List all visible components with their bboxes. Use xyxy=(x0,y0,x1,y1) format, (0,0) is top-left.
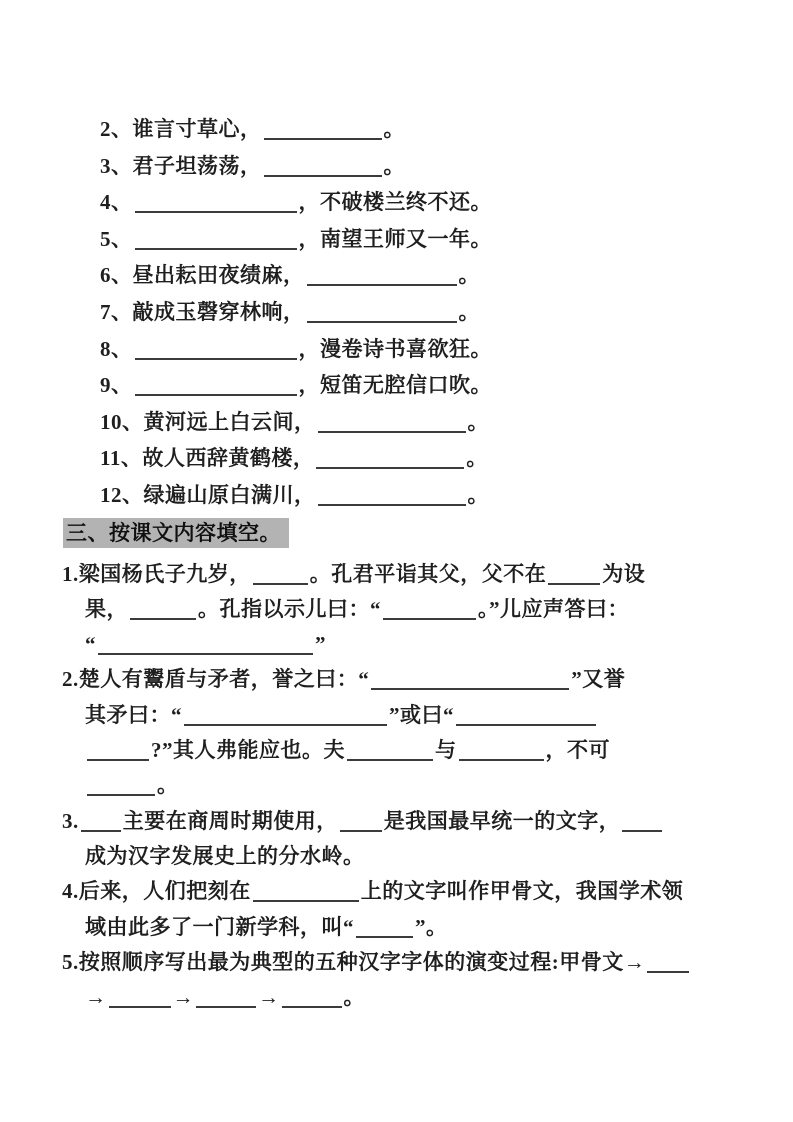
fill-in-blank[interactable] xyxy=(135,196,297,213)
fill-in-blank[interactable] xyxy=(340,815,382,832)
text-run: 1.梁国杨氏子九岁， xyxy=(62,561,251,586)
text-run: 。 xyxy=(466,446,488,471)
text-run: → xyxy=(258,985,280,1010)
text-run: 。孔君平诣其父，父不在 xyxy=(309,561,547,586)
text-run: ，南望王师又一年。 xyxy=(298,226,492,251)
fill-in-blank[interactable] xyxy=(371,673,569,690)
text-run: ，短笛无腔信口吹。 xyxy=(298,373,492,398)
question-line xyxy=(0,733,793,768)
text-run: 。 xyxy=(157,773,179,798)
poem-fill-item xyxy=(0,148,793,185)
text-run: 其矛曰：“ xyxy=(85,702,182,727)
fill-in-blank[interactable] xyxy=(98,638,313,655)
question-line xyxy=(0,874,793,909)
fill-in-blank[interactable] xyxy=(318,489,466,506)
fill-in-blank[interactable] xyxy=(81,815,121,832)
poem-fill-item xyxy=(0,257,793,294)
text-run: → xyxy=(85,985,107,1010)
text-run: 4.后来，人们把刻在 xyxy=(62,879,251,904)
question-line xyxy=(0,698,793,733)
text-run: ?”其人弗能应也。夫 xyxy=(151,738,345,763)
poem-fill-item xyxy=(0,111,793,148)
text-run: 。 xyxy=(467,409,489,434)
question-line xyxy=(0,910,793,945)
fill-in-blank[interactable] xyxy=(282,991,342,1008)
fill-in-blank[interactable] xyxy=(87,779,155,796)
text-run: 10、黄河远上白云间， xyxy=(100,409,316,434)
question-line xyxy=(0,839,793,874)
text-run: 9、 xyxy=(100,373,133,398)
text-run: 4、 xyxy=(100,190,133,215)
fill-in-blank[interactable] xyxy=(307,306,457,323)
fill-in-blank[interactable] xyxy=(130,603,196,620)
text-run: 11、故人西辞黄鹤楼， xyxy=(100,446,315,471)
fill-in-blank[interactable] xyxy=(253,568,308,585)
fill-in-blank[interactable] xyxy=(87,744,149,761)
text-run: 上的文字叫作甲骨文，我国学术领 xyxy=(360,879,684,904)
question-line xyxy=(0,945,793,980)
poem-fill-item xyxy=(0,331,793,368)
text-run: 主要在商周时期使用， xyxy=(122,808,338,833)
fill-in-blank[interactable] xyxy=(647,956,689,973)
fill-in-blank[interactable] xyxy=(383,603,476,620)
text-run: 。 xyxy=(343,985,365,1010)
poem-fill-item xyxy=(0,184,793,221)
text-run: 2.楚人有鬻盾与矛者，誉之曰：“ xyxy=(62,667,370,692)
text-run: 7、敲成玉磬穿林响， xyxy=(100,299,305,324)
text-run: 8、 xyxy=(100,336,133,361)
fill-in-blank[interactable] xyxy=(456,709,596,726)
text-run: ，漫卷诗书喜欲狂。 xyxy=(298,336,492,361)
poem-fill-item xyxy=(0,477,793,514)
text-run: ”。 xyxy=(415,914,448,939)
text-run: 6、昼出耘田夜绩麻， xyxy=(100,263,305,288)
text-run: 域由此多了一门新学科，叫“ xyxy=(85,914,354,939)
text-run: ” xyxy=(315,632,326,657)
text-run: 。孔指以示儿曰：“ xyxy=(198,596,381,621)
text-run: 12、绿遍山原白满川， xyxy=(100,482,316,507)
text-run: 与 xyxy=(435,738,457,763)
question-line xyxy=(0,768,793,803)
question-line xyxy=(0,592,793,627)
fill-in-blank[interactable] xyxy=(184,709,387,726)
text-run: 成为汉字发展史上的分水岭。 xyxy=(85,843,365,868)
poem-fill-item xyxy=(0,440,793,477)
text-run: ，不破楼兰终不还。 xyxy=(298,190,492,215)
fill-in-blank[interactable] xyxy=(253,885,359,902)
question-line xyxy=(0,662,793,697)
text-run: ，不可 xyxy=(545,738,610,763)
text-run: “ xyxy=(85,632,96,657)
fill-in-blank[interactable] xyxy=(135,379,297,396)
question-line xyxy=(0,557,793,592)
question-line xyxy=(0,804,793,839)
fill-in-blank[interactable] xyxy=(622,815,662,832)
fill-in-blank[interactable] xyxy=(264,123,382,140)
text-run: 2、谁言寸草心， xyxy=(100,117,262,141)
text-run: 果， xyxy=(85,596,128,621)
fill-in-blank[interactable] xyxy=(135,233,297,250)
fill-in-blank[interactable] xyxy=(316,452,464,469)
text-run: 5、 xyxy=(100,226,133,251)
fill-in-blank[interactable] xyxy=(307,269,457,286)
text-run: 。 xyxy=(458,299,480,324)
question-line xyxy=(0,627,793,662)
poem-fill-section xyxy=(0,111,793,514)
text-run: → xyxy=(172,985,194,1010)
text-run: 是我国最早统一的文字， xyxy=(383,808,621,833)
poem-fill-item xyxy=(0,221,793,258)
poem-fill-item xyxy=(0,404,793,441)
fill-in-blank[interactable] xyxy=(318,416,466,433)
text-run: 。 xyxy=(383,153,405,178)
fill-in-blank[interactable] xyxy=(459,744,544,761)
fill-in-blank[interactable] xyxy=(196,991,256,1008)
text-run: 。 xyxy=(467,482,489,507)
content-fill-section xyxy=(0,557,793,1016)
fill-in-blank[interactable] xyxy=(347,744,433,761)
text-run: 为设 xyxy=(602,561,646,586)
text-run: 。 xyxy=(383,117,405,141)
poem-fill-item xyxy=(0,294,793,331)
text-run: 3、君子坦荡荡， xyxy=(100,153,262,178)
fill-in-blank[interactable] xyxy=(356,921,413,938)
text-run: ”又誉 xyxy=(571,667,626,692)
text-run: 5.按照顺序写出最为典型的五种汉字字体的演变过程:甲骨文→ xyxy=(62,949,646,974)
text-run: ”或曰“ xyxy=(389,702,454,727)
section-three-header-line xyxy=(0,516,793,550)
text-run: 。”儿应声答曰： xyxy=(478,596,629,621)
section-three-header: 三、按课文内容填空。 xyxy=(63,518,289,548)
question-line xyxy=(0,980,793,1015)
text-run: 3. xyxy=(62,808,79,833)
fill-in-blank[interactable] xyxy=(109,991,171,1008)
text-run: 。 xyxy=(458,263,480,288)
fill-in-blank[interactable] xyxy=(264,160,382,177)
fill-in-blank[interactable] xyxy=(548,568,600,585)
fill-in-blank[interactable] xyxy=(135,343,297,360)
poem-fill-item xyxy=(0,367,793,404)
